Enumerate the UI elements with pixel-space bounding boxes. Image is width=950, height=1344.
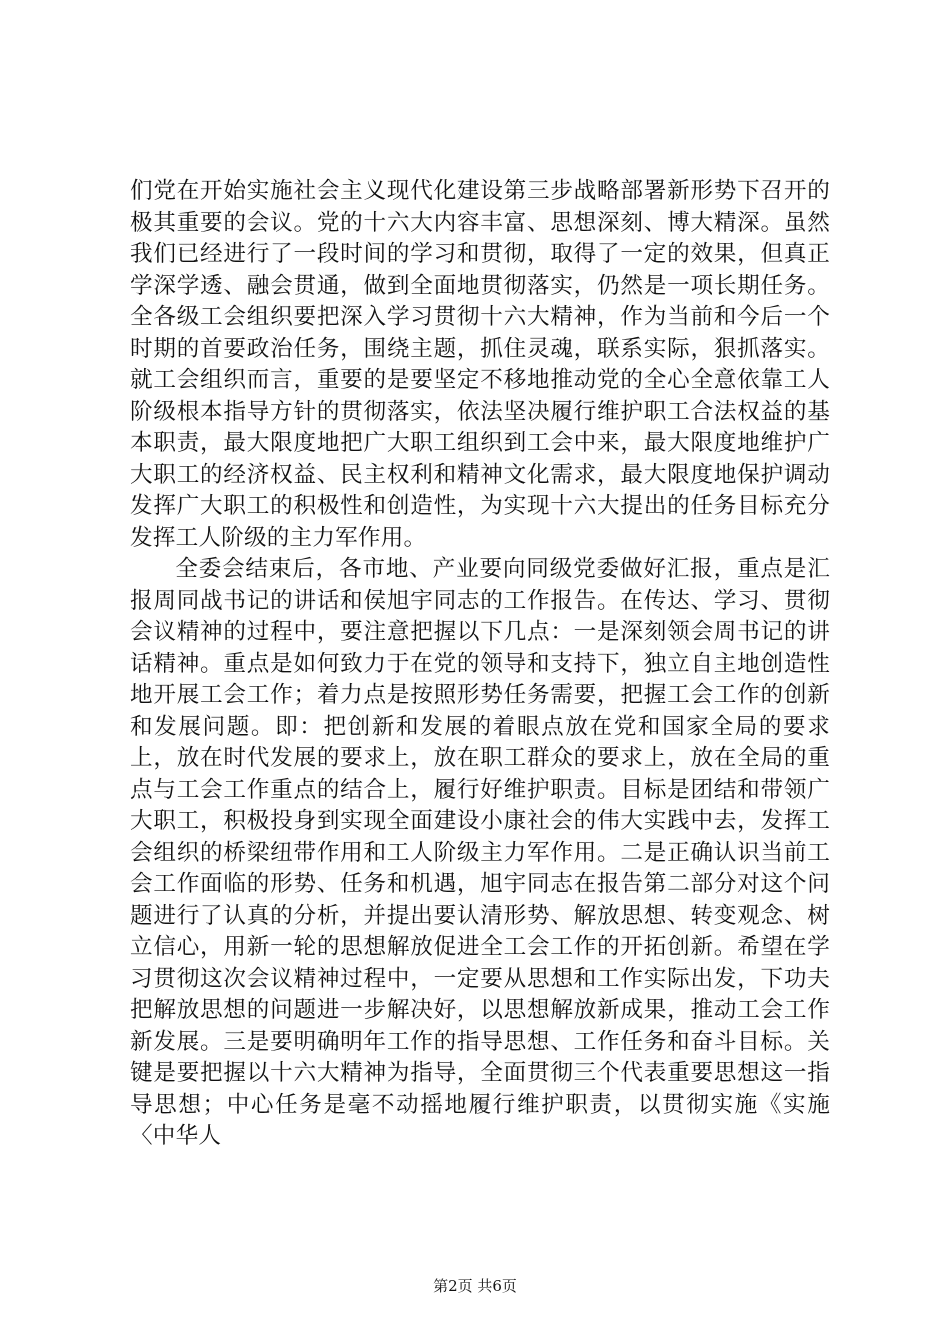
paragraph-meeting-summary: 全委会结束后，各市地、产业要向同级党委做好汇报，重点是汇报周同战书记的讲话和侯旭宇同志的工作报告。在传达、学习、贯彻会议精神的过程中，要注意把握以下几点：一是深刻领会周书记的讲话精神。重点是如何致力于在党的领导和支持下，独立自主地创造性地开展工会工作；着力点是按照形势任务需要，把握工会工作的创新和发展问题。即：把创新和发展的着眼点放在党和国家全局的要求上，放在时代发展的要求上，放在职工群众的要求上，放在全局的重点与工会工作重点的结合上，履行好维护职责。目标是团结和带领广大职工，积极投身到实现全面建设小康社会的伟大实践中去，发挥工会组织的桥梁纽带作用和工人阶级主力军作用。二是正确认识当前工会工作面临的形势、任务和机遇，旭宇同志在报告第二部分对这个问题进行了认真的分析，并提出要认清形势、解放思想、转变观念、树立信心，用新一轮的思想解放促进全工会工作的开拓创新。希望在学习贯彻这次会议精神过程中，一定要从思想和工作实际出发，下功夫把解放思想的问题进一步解决好，以思想解放新成果，推动工会工作新发展。三是要明确明年工作的指导思想、工作任务和奋斗目标。关键是要把握以十六大精神为指导，全面贯彻三个代表重要思想这一指导思想；中心任务是毫不动摇地履行维护职责，以贯彻实施《实施〈中华人 <box>130 556 830 1149</box>
paragraph-continued: 们党在开始实施社会主义现代化建设第三步战略部署新形势下召开的极其重要的会议。党的十六大内容丰富、思想深刻、博大精深。虽然我们已经进行了一段时间的学习和贯彻，取得了一定的效果，但真正学深学透、融会贯通，做到全面地贯彻落实，仍然是一项长期任务。全各级工会组织要把深入学习贯彻十六大精神，作为当前和今后一个时期的首要政治任务，围绕主题，抓住灵魂，联系实际，狠抓落实。就工会组织而言，重要的是要坚定不移地推动党的全心全意依靠工人阶级根本指导方针的贯彻落实，依法坚决履行维护职工合法权益的基本职责，最大限度地把广大职工组织到工会中来，最大限度地维护广大职工的经济权益、民主权利和精神文化需求，最大限度地保护调动发挥广大职工的积极性和创造性，为实现十六大提出的任务目标充分发挥工人阶级的主力军作用。 <box>130 178 830 551</box>
document-body <box>130 176 830 1153</box>
page-number-footer: 第2页 共6页 <box>433 1277 517 1295</box>
